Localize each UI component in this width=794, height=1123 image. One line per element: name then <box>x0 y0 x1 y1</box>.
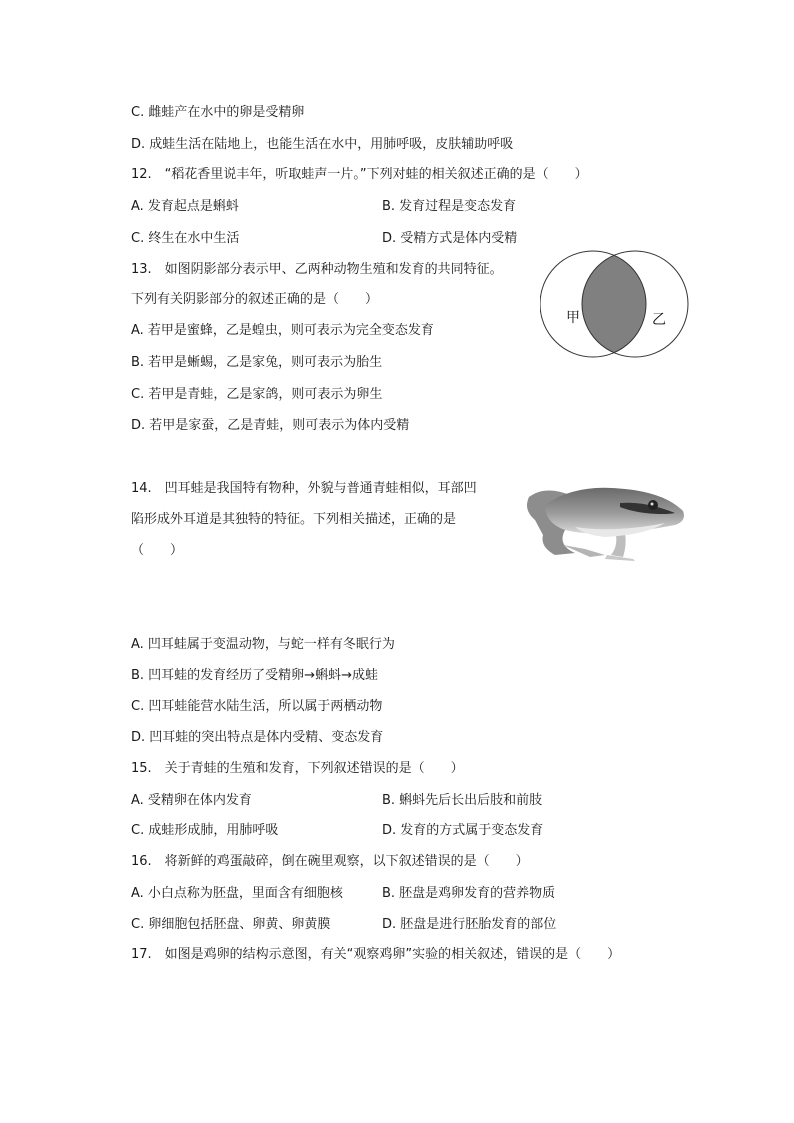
q15-option-b: B. 蝌蚪先后长出后肢和前肢 <box>382 793 543 808</box>
q13-stem-line1: 13. 如图阴影部分表示甲、乙两种动物生殖和发育的共同特征。 <box>131 262 503 277</box>
venn-label-right: 乙 <box>652 312 666 328</box>
q14-stem-line3: （ ） <box>131 543 184 558</box>
q13-stem-line2: 下列有关阴影部分的叙述正确的是（ ） <box>131 292 379 307</box>
q13-option-d: D. 若甲是家蚕，乙是青蛙，则可表示为体内受精 <box>131 418 410 433</box>
q14-option-b: B. 凹耳蛙的发育经历了受精卵→蝌蚪→成蛙 <box>131 668 378 683</box>
q11-option-c: C. 雌蛙产在水中的卵是受精卵 <box>131 105 305 120</box>
q15-option-d: D. 发育的方式属于变态发育 <box>382 823 544 838</box>
venn-diagram <box>540 248 690 360</box>
q17-stem: 17. 如图是鸡卵的结构示意图，有关“观察鸡卵”实验的相关叙述，错误的是（ ） <box>131 947 621 962</box>
q14-option-a: A. 凹耳蛙属于变温动物，与蛇一样有冬眠行为 <box>131 637 395 652</box>
q16-option-b: B. 胚盘是鸡卵发育的营养物质 <box>382 886 556 901</box>
q14-stem-line2: 陷形成外耳道是其独特的特征。下列相关描述，正确的是 <box>131 512 457 527</box>
q12-option-d: D. 受精方式是体内受精 <box>382 231 518 246</box>
q11-option-d: D. 成蛙生活在陆地上，也能生活在水中，用肺呼吸，皮肤辅助呼吸 <box>131 137 514 152</box>
q14-option-d: D. 凹耳蛙的突出特点是体内受精、变态发育 <box>131 730 384 745</box>
q16-option-a: A. 小白点称为胚盘，里面含有细胞核 <box>131 886 343 901</box>
venn-label-left: 甲 <box>566 310 580 326</box>
q16-stem: 16. 将新鲜的鸡蛋敲碎，倒在碗里观察，以下叙述错误的是（ ） <box>131 854 529 869</box>
q13-option-b: B. 若甲是蜥蜴，乙是家兔，则可表示为胎生 <box>131 355 383 370</box>
q12-option-c: C. 终生在水中生活 <box>131 231 240 246</box>
q14-stem-line1: 14. 凹耳蛙是我国特有物种，外貌与普通青蛙相似，耳部凹 <box>131 481 477 496</box>
frog-photo <box>515 475 695 565</box>
q16-option-d: D. 胚盘是进行胚胎发育的部位 <box>382 917 557 932</box>
q16-option-c: C. 卵细胞包括胚盘、卵黄、卵黄膜 <box>131 917 331 932</box>
q13-option-a: A. 若甲是蜜蜂，乙是蝗虫，则可表示为完全变态发育 <box>131 323 434 338</box>
q15-stem: 15. 关于青蛙的生殖和发育，下列叙述错误的是（ ） <box>131 761 464 776</box>
q12-option-a: A. 发育起点是蝌蚪 <box>131 199 239 214</box>
q12-option-b: B. 发育过程是变态发育 <box>382 199 517 214</box>
q15-option-a: A. 受精卵在体内发育 <box>131 793 252 808</box>
q15-option-c: C. 成蛙形成肺，用肺呼吸 <box>131 823 279 838</box>
q13-option-c: C. 若甲是青蛙，乙是家鸽，则可表示为卵生 <box>131 387 383 402</box>
q14-option-c: C. 凹耳蛙能营水陆生活，所以属于两栖动物 <box>131 699 383 714</box>
venn-overlap-region <box>582 251 688 357</box>
q12-stem: 12. “稻花香里说丰年，听取蛙声一片。”下列对蛙的相关叙述正确的是（ ） <box>131 167 588 182</box>
